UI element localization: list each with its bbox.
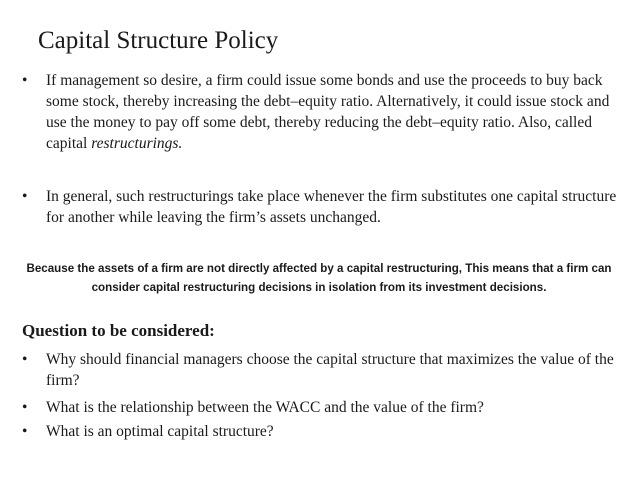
bullet-text — [46, 70, 620, 154]
question-item — [22, 397, 620, 418]
bullet-text-emphasis: restructurings. — [91, 135, 183, 152]
bullet-text-main: If management so desire, a firm could issue some bonds and use the proceeds to buy back some stock, thereby increasing the debt–equity ratio. Alternatively, it could issue stock and use the money to pay off some debt, thereby reducing the debt–equity ratio. Also, called capital — [46, 72, 610, 152]
bullet-dot-icon: • — [22, 423, 28, 440]
question-item — [22, 421, 620, 442]
bullet-text: In general, such restructurings take place whenever the firm substitutes one capital structure for another while leaving the firm’s assets unchanged. — [46, 188, 617, 226]
bullet-dot-icon: • — [22, 399, 28, 416]
question-text: What is the relationship between the WACC and the value of the firm? — [46, 399, 484, 416]
bullet-dot-icon: • — [22, 188, 28, 205]
question-text: What is an optimal capital structure? — [46, 423, 274, 440]
bullet-item — [22, 70, 620, 154]
bullet-dot-icon: • — [22, 351, 28, 368]
question-item — [22, 349, 620, 391]
bullet-dot-icon: • — [22, 72, 28, 89]
question-text: Why should financial managers choose the capital structure that maximizes the value of the firm? — [46, 351, 614, 389]
questions-heading: Question to be considered: — [22, 321, 215, 340]
bullet-item — [22, 186, 620, 228]
key-note: Because the assets of a firm are not directly affected by a capital restructuring, This means that a firm can consider capital restructuring decisions in isolation from its investment decisions. — [26, 262, 612, 294]
slide-title: Capital Structure Policy — [38, 27, 279, 54]
